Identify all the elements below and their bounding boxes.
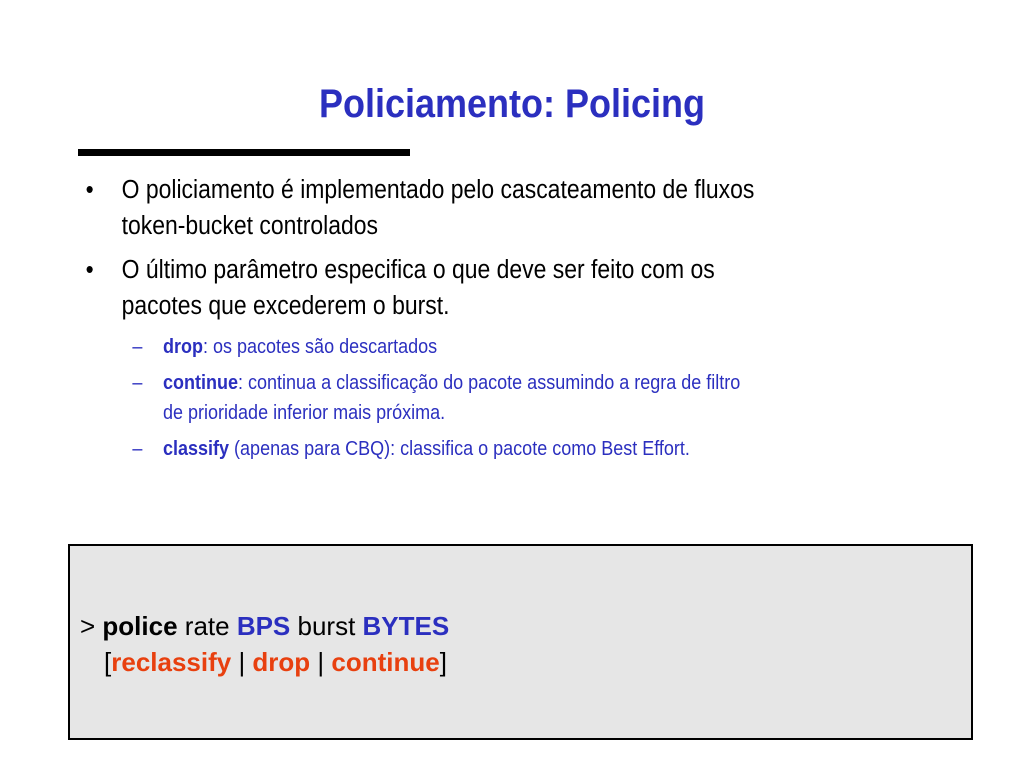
bullet-text-cont: token-bucket controlados: [121, 212, 379, 240]
continue-option: continue: [331, 647, 440, 677]
sub-bullet-item: [82, 332, 973, 362]
sub-bullet-keyword: drop: [163, 336, 203, 358]
bps-param: BPS: [236, 611, 291, 641]
sub-bullet-keyword: continue: [163, 372, 239, 394]
police-keyword: police: [102, 611, 178, 641]
slide-title: Policiamento: Policing: [318, 82, 706, 126]
command-line-2: [80, 644, 449, 680]
command-syntax: [80, 608, 449, 680]
bullet-text: O policiamento é implementado pelo cascateamento de fluxos: [121, 176, 755, 204]
sub-bullet-text: : continua a classificação do pacote assumindo a regra de filtro: [238, 372, 741, 394]
prompt: >: [80, 611, 103, 641]
sub-bullet-keyword: classify: [163, 438, 230, 460]
sub-bullet-text: : os pacotes são descartados: [202, 336, 438, 358]
drop-option: drop: [252, 647, 311, 677]
bullet-item: [82, 252, 977, 324]
sub-bullet-item: [82, 368, 973, 428]
bullet-dot: •: [85, 256, 94, 284]
sub-bullet-text-cont: de prioridade inferior mais próxima.: [163, 402, 446, 424]
command-line-1: [80, 608, 449, 644]
rate-keyword: rate: [177, 611, 237, 641]
reclassify-option: reclassify: [111, 647, 232, 677]
sub-bullet-dash: –: [132, 336, 143, 358]
bullet-list: [82, 172, 942, 470]
sub-bullet-item: [82, 434, 973, 464]
bytes-param: BYTES: [362, 611, 450, 641]
bracket-open: [: [104, 647, 112, 677]
title-underline: [78, 149, 410, 156]
separator: |: [231, 647, 253, 677]
burst-keyword: burst: [290, 611, 363, 641]
bullet-text-cont: pacotes que excederem o burst.: [121, 292, 450, 320]
sub-bullet-text: (apenas para CBQ): classifica o pacote como Best Effort.: [229, 438, 690, 460]
sub-bullet-dash: –: [132, 438, 143, 460]
bullet-item: [82, 172, 977, 244]
sub-bullet-dash: –: [132, 372, 143, 394]
bullet-dot: •: [85, 176, 94, 204]
separator: |: [310, 647, 332, 677]
bracket-close: ]: [439, 647, 447, 677]
command-syntax-box: [68, 544, 973, 740]
bullet-text: O último parâmetro especifica o que deve ser feito com os: [121, 256, 715, 284]
